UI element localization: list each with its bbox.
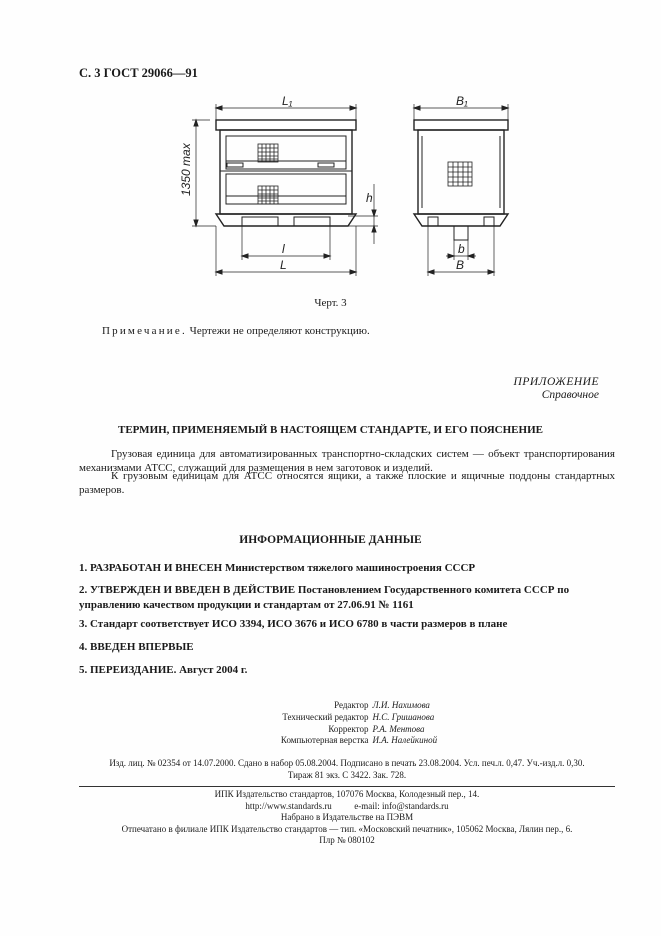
front-body xyxy=(220,130,352,214)
label-B1: B₁ xyxy=(456,96,468,108)
label-L1: L₁ xyxy=(282,96,293,108)
staff-row: Корректор Р.А. Ментова xyxy=(328,723,425,734)
info-item: 4. ВВЕДЕН ВПЕРВЫЕ xyxy=(79,641,194,653)
label-height: 1350 max xyxy=(179,143,193,196)
info-section-title: ИНФОРМАЦИОННЫЕ ДАННЫЕ xyxy=(239,534,422,546)
appendix-title: ПРИЛОЖЕНИЕ xyxy=(513,376,599,388)
footer-line: http://www.standards.ru e-mail: info@standards.ru xyxy=(245,800,449,811)
term-paragraph-1: Грузовая единица для автоматизированных транспортно-складских систем — объект транспортирования механизмами АТСС, служащий для размещения в нем заготовок и изделий. xyxy=(79,448,615,474)
label-b: b xyxy=(458,242,465,256)
term-section-title: ТЕРМИН, ПРИМЕНЯЕМЫЙ В НАСТОЯЩЕМ СТАНДАРТЕ, И ЕГО ПОЯСНЕНИЕ xyxy=(118,424,543,436)
label-h: h xyxy=(366,191,373,205)
page-header: С. 3 ГОСТ 29066—91 xyxy=(79,66,198,80)
figure-caption: Черт. 3 xyxy=(314,297,347,309)
appendix-subtitle: Справочное xyxy=(541,389,599,401)
info-item: 1. РАЗРАБОТАН И ВНЕСЕН Министерством тяжелого машиностроения СССР xyxy=(79,562,476,574)
info-item: 3. Стандарт соответствует ИСО 3394, ИСО 3676 и ИСО 6780 в части размеров в плане xyxy=(79,618,508,630)
publication-info xyxy=(79,757,615,781)
label-L: L xyxy=(280,258,287,272)
note-text: Чертежи не определяют конструкцию. xyxy=(186,325,370,337)
staff-row: Технический редактор Н.С. Гришанова xyxy=(282,711,435,722)
label-B: B xyxy=(456,258,465,272)
note-lead: Примечание. xyxy=(102,325,187,337)
term-paragraph-2: К грузовым единицам для АТСС относятся ящики, а также плоские и ящичные поддоны стандартных размеров. xyxy=(79,470,615,496)
front-lid xyxy=(216,120,356,130)
footer-line: ИПК Издательство стандартов, 107076 Москва, Колодезный пер., 14. xyxy=(214,789,480,799)
note xyxy=(102,325,370,337)
publisher-footer xyxy=(79,789,615,847)
footer-line: Набрано в Издательстве на ПЭВМ xyxy=(280,812,414,823)
footer-line: Плр № 080102 xyxy=(319,835,375,846)
pubinfo-line: Изд. лиц. № 02354 от 14.07.2000. Сдано в набор 05.08.2004. Подписано в печать 23.08.2004. Усл. печ.л. 0,47. Уч.-изд.л. 0,30. xyxy=(109,758,585,768)
technical-drawing xyxy=(170,96,530,296)
divider xyxy=(79,786,615,787)
pubinfo-line: Тираж 81 экз. С 3422. Зак. 728. xyxy=(287,770,407,780)
staff-list xyxy=(0,700,661,747)
label-l: l xyxy=(282,242,285,256)
staff-row: Компьютерная верстка И.А. Налейкиной xyxy=(280,735,438,746)
info-item: 5. ПЕРЕИЗДАНИЕ. Август 2004 г. xyxy=(79,664,248,676)
footer-line: Отпечатано в филиале ИПК Издательство стандартов — тип. «Московский печатник», 105062 Москва, Лялин пер., 6. xyxy=(121,823,573,834)
appendix-block xyxy=(514,376,599,402)
info-item: 2. УТВЕРЖДЕН И ВВЕДЕН В ДЕЙСТВИЕ Постановлением Государственного комитета СССР по управлению качеством продукции и стандартам от 27.06.91 № 1161 xyxy=(79,584,570,611)
staff-row: Редактор Л.И. Нахимова xyxy=(334,700,430,710)
